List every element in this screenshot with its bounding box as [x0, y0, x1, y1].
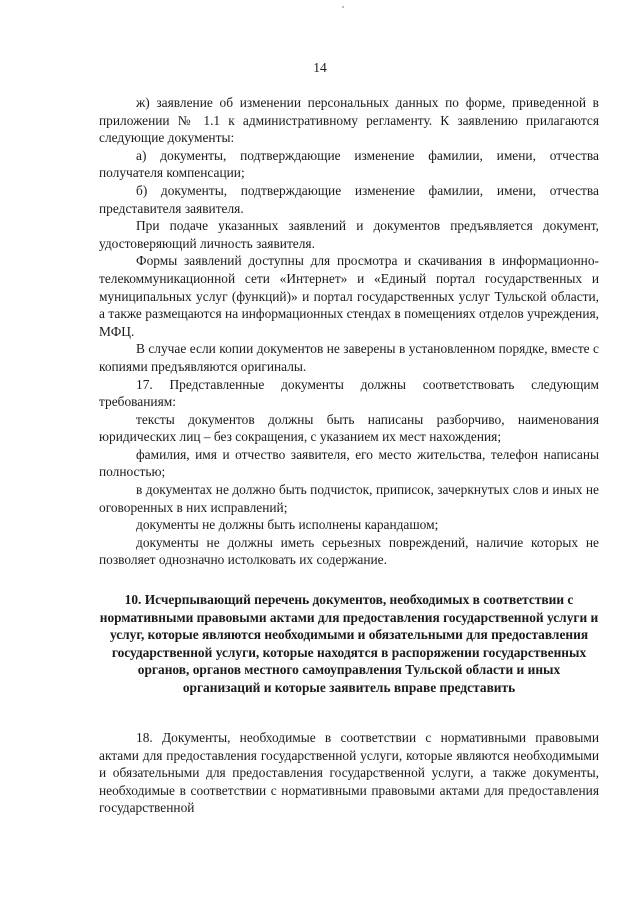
paragraph-no-damage: документы не должны иметь серьезных повреждений, наличие которых не позволяет однозначно истолковать их содержание. [99, 534, 599, 568]
scan-speck [342, 6, 344, 8]
paragraph-application-forms: Формы заявлений доступны для просмотра и скачивания в информационно-телекоммуникационной сети «Интернет» и «Единый портал государственных и муниципальных услуг (функций)» и портал государственных услуг Тульской области, а также размещаются на информационных стендах в помещениях отделов учреждения, МФЦ. [99, 253, 599, 339]
paragraph-legible-texts: тексты документов должны быть написаны разборчиво, наименования юридических лиц – без сокращения, с указанием их мест нахождения; [99, 411, 599, 445]
paragraph-a-documents: а) документы, подтверждающие изменение фамилии, имени, отчества получателя компенсации; [99, 147, 599, 181]
bottom-text-block [99, 729, 599, 817]
section-heading [99, 591, 599, 697]
top-text-block [99, 94, 599, 569]
paragraph-17-requirements: 17. Представленные документы должны соответствовать следующим требованиям: [99, 376, 599, 410]
paragraph-b-documents: б) документы, подтверждающие изменение фамилии, имени, отчества представителя заявителя. [99, 182, 599, 216]
paragraph-no-erasures: в документах не должно быть подчисток, приписок, зачеркнутых слов и иных не оговоренных в них исправлений; [99, 482, 599, 515]
paragraph-zh-statement: ж) заявление об изменении персональных данных по форме, приведенной в приложении № 1.1 к административному регламенту. К заявлению прилагаются следующие документы: [99, 95, 599, 146]
paragraph-originals: В случае если копии документов не заверены в установленном порядке, вместе с копиями предъявляются оригиналы. [99, 341, 599, 374]
paragraph-18-documents: 18. Документы, необходимые в соответствии с нормативными правовыми актами для предоставления государственной услуги, которые являются необходимыми и обязательными для предоставления государственной услуги, а также документы, необходимые в соответствии с нормативными правовыми актами для предоставления государственной [99, 730, 599, 816]
paragraph-full-name: фамилия, имя и отчество заявителя, его место жительства, телефон написаны полностью; [99, 446, 599, 480]
section-heading-text: 10. Исчерпывающий перечень документов, необходимых в соответствии с нормативными правовыми актами для предоставления государственной услуги и услуг, которые являются необходимыми и обязательными для предоставления государственной услуги, которые находятся в распоряжении государственных органов, органов местного самоуправления Тульской области и иных организаций и которые заявитель вправе представить [99, 592, 599, 695]
page-number: 14 [313, 60, 327, 75]
paragraph-identity-document: При подаче указанных заявлений и документов предъявляется документ, удостоверяющий личность заявителя. [99, 218, 599, 251]
paragraph-no-pencil: документы не должны быть исполнены карандашом; [136, 517, 439, 533]
